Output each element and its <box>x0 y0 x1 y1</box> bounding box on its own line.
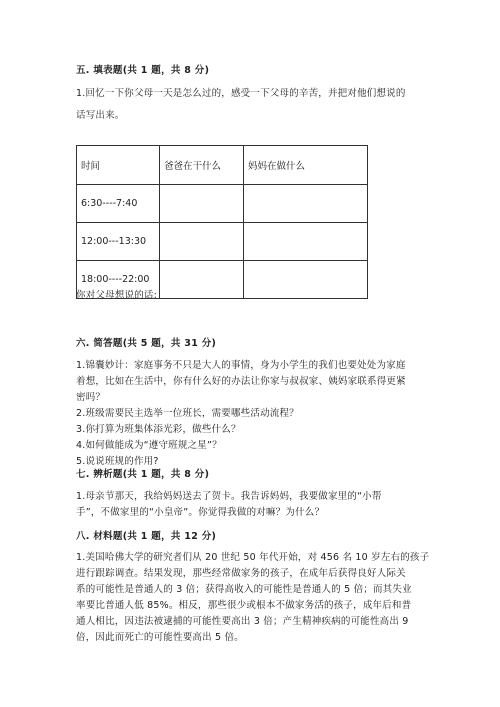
q1-line: 1.回忆一下你父母一天是怎么过的，感受一下父母的辛苦，并把对他们想说的 <box>76 88 406 99</box>
mother-cell[interactable] <box>244 223 368 261</box>
q2: 2.班级需要民主选举一位班长，需要哪些活动流程？ <box>76 408 299 419</box>
section7-title: 七. 辨析题(共 1 题，共 8 分) <box>76 469 210 480</box>
q1-line: 系的可能性是普通人的 3 倍；获得高收入的可能性是普通人的 5 倍；而其失业 <box>76 584 412 595</box>
q1-line: 通人相比，因违法被逮捕的可能性要高出 3 倍；产生精神疾病的可能性高出 9 <box>76 616 409 627</box>
q1-line: 话写出来。 <box>76 110 125 121</box>
time-cell: 6:30----7:40 <box>77 185 160 223</box>
father-cell[interactable] <box>160 223 244 261</box>
mother-cell[interactable] <box>244 185 368 223</box>
section7-q1 <box>76 489 436 521</box>
time-cell: 18:00----22:00 <box>77 261 160 299</box>
q1-line: 进行跟踪调查。结果发现，那些经常做家务的孩子，在成年后获得良好人际关 <box>76 568 406 579</box>
q1-line: 着想，比如在生活中，你有什么好的办法让你家与叔叔家、姨妈家联系得更紧 <box>76 376 406 387</box>
table-header-row <box>77 146 368 185</box>
q1-line: 1.锦囊妙计：家庭事务不只是大人的事情，身为小学生的我们也要处处为家庭 <box>76 360 406 371</box>
q1-line: 密吗？ <box>76 392 106 403</box>
section5-q1 <box>76 86 436 124</box>
section5-title: 五. 填表题(共 1 题，共 8 分) <box>76 65 210 76</box>
q5: 5.说说班规的作用? <box>76 456 159 467</box>
q1-line: 1.母亲节那天，我给妈妈送去了贺卡。我告诉妈妈，我要做家里的“小帮 <box>76 491 382 502</box>
q3: 3.你打算为班集体添光彩，做些什么？ <box>76 424 241 435</box>
q1-line: 倍，因此而死亡的可能性要高出 5 倍。 <box>76 632 244 643</box>
section8-q1 <box>76 550 436 646</box>
header-father: 爸爸在干什么 <box>160 146 244 185</box>
q4: 4.如何做能成为“遵守班规之星”？ <box>76 440 222 451</box>
q1-line: 手”，不做家里的“小皇帝”。你觉得我做的对嘛？为什么？ <box>76 507 325 518</box>
header-mother: 妈妈在做什么 <box>244 146 368 185</box>
q1-line: 率要比普通人低 85%。相反，那些很少或根本不做家务活的孩子，成年后和普 <box>76 600 412 611</box>
section8-title: 八. 材料题(共 1 题，共 12 分) <box>76 531 217 542</box>
section6-questions <box>76 358 436 470</box>
time-cell: 12:00---13:30 <box>77 223 160 261</box>
schedule-table <box>76 145 368 299</box>
table-row <box>77 223 368 261</box>
section6-title: 六. 简答题(共 5 题，共 31 分) <box>76 338 217 349</box>
q1-line: 1.美国哈佛大学的研究者们从 20 世纪 50 年代开始，对 456 名 10 岁左右的孩子 <box>76 552 430 563</box>
table-row <box>77 185 368 223</box>
header-time: 时间 <box>77 146 160 185</box>
section5-prompt: 你对父母想说的话: <box>76 290 158 301</box>
father-cell[interactable] <box>160 185 244 223</box>
